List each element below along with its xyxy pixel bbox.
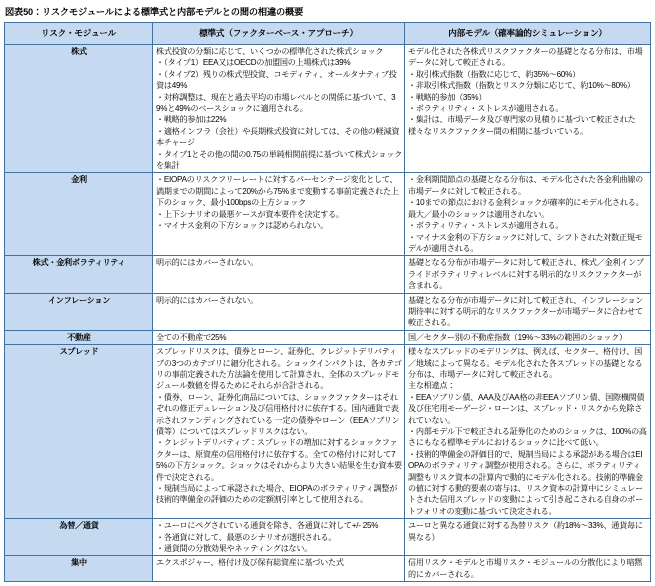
internal-model-cell xyxy=(405,519,651,556)
cell-line: ・クレジットデリバティブ：スプレッドの増加に対するショックファクターは、原資産の信用格付けに依存する。全ての格付けに対して75%の下方ショック。ショックはそれからより大きい結果を生む資本要件で決定される。 xyxy=(156,438,402,482)
standard-formula-cell xyxy=(153,256,405,293)
table-row xyxy=(5,45,651,173)
cell-line: スプレッドリスクは、債券とローン、証券化、クレジットデリバティブの3つのカテゴリに細分化される。ショックインパクトは、各カテゴリの事前定義された方法論を使用して計算され、全体のスプレッドモジュール数値を得るためにそれらが合計される。 xyxy=(156,347,402,391)
cell-text-block xyxy=(408,332,648,343)
cell-text-block xyxy=(156,346,402,506)
table-row xyxy=(5,256,651,293)
standard-formula-cell xyxy=(153,519,405,556)
internal-model-cell xyxy=(405,173,651,256)
cell-line: ・各通貨に対して、最悪のシナリオが選択される。 xyxy=(156,532,337,542)
cell-line: ・非取引株式指数（指数とリスク分類に応じて、約10%～80%） xyxy=(408,81,635,91)
risk-module-label: スプレッド xyxy=(5,345,153,519)
column-header-standard-formula: 標準式（ファクターベース・アプローチ） xyxy=(153,23,405,45)
risk-module-label: 為替／通貨 xyxy=(5,519,153,556)
cell-line: ・EIOPAのリスクフリーレートに対するパーセンテージ変化として、満期までの期間によって20%から75%まで変動する事前定義された上下のショック、最小100bpsの上方ショック xyxy=(156,175,399,208)
cell-line: 信用リスク・モデルと市場リスク・モジュールの分散化により暗黙的にカバーされる。 xyxy=(408,558,643,579)
risk-module-label: インフレーション xyxy=(5,293,153,330)
risk-module-label: 不動産 xyxy=(5,330,153,344)
cell-line: 株式投資の分類に応じて、いくつかの標準化された株式ショック xyxy=(156,47,384,56)
risk-module-label: 金利 xyxy=(5,173,153,256)
figure-title: 図表50：リスクモジュールによる標準式と内部モデルとの間の相違の概要 xyxy=(5,7,304,17)
standard-formula-cell xyxy=(153,330,405,344)
cell-line: エクスポジャー、格付け及び保有総資産に基づいた式 xyxy=(156,558,344,568)
cell-text-block xyxy=(408,520,648,543)
cell-line: ・戦略的参加は22% xyxy=(156,115,227,125)
cell-line: ・債券、ローン、証券化商品については、ショックファクターはそれぞれの修正デュレーション及び信用格付けに依存する。国内通貨で表示されファンディングされている 一定の債券やローン（EEAソブリン債等）についてはスプレッドリスクはない。 xyxy=(156,392,400,436)
internal-model-cell xyxy=(405,256,651,293)
cell-text-block xyxy=(408,346,648,517)
table-row xyxy=(5,330,651,344)
cell-line: ・技術的準備金の評価目的で、規制当局による承認がある場合はEIOPAのボラティリティ調整が使用される。さらに、ボラティリティ調整もリスク資本の計算内で動的にモデル化される。技術的準備金の値に対する動的要素の寄与は、リスク資本の計算中にシミュレートされた信用スプレッドの変動によって引き起こされる自身のポートフォリオの変動に基づいて決定される。 xyxy=(408,449,643,516)
table-header xyxy=(5,23,651,45)
column-header-risk-module: リスク・モジュール xyxy=(5,23,153,45)
column-header-internal-model: 内部モデル（確率論的シミュレーション） xyxy=(405,23,651,45)
risk-module-label: 株式 xyxy=(5,45,153,173)
cell-line: ・ボラティリティ・ストレスが適用される。 xyxy=(408,221,564,231)
standard-formula-cell xyxy=(153,45,405,173)
cell-text-block xyxy=(156,557,402,568)
cell-line: ・戦略的参加（35%） xyxy=(408,92,487,102)
cell-line: 明示的にはカバーされない。 xyxy=(156,258,258,268)
internal-model-cell xyxy=(405,45,651,173)
cell-text-block xyxy=(156,295,402,306)
cell-text-block xyxy=(408,295,648,329)
table-body xyxy=(5,45,651,582)
cell-line: 様々なスプレッドのモデリングは、例えば、セクター、格付け、国／地域によって異なる。モデル化された各スプレッドの基礎となる分布は、市場データに対して較正される。 xyxy=(408,347,643,379)
cell-line: 国／セクター別の不動産指数（19%～33%の範囲のショック） xyxy=(408,332,627,342)
cell-line: ・金利期間節点の基礎となる分布は、モデル化された各金利曲線の市場データに対して較正される。 xyxy=(408,175,643,196)
cell-text-block xyxy=(156,46,402,171)
cell-line: ユーロと異なる通貨に対する為替リスク（約18%～33%、通貨毎に異なる） xyxy=(408,521,643,542)
standard-formula-cell xyxy=(153,556,405,582)
cell-line: ・（タイプ2）残りの株式型投資、コモディティ、オールタナティブ投資は49% xyxy=(156,69,397,91)
internal-model-cell xyxy=(405,293,651,330)
standard-formula-cell xyxy=(153,345,405,519)
cell-line: ・通貨間の分散効果やネッティングはない。 xyxy=(156,544,313,554)
table-row xyxy=(5,556,651,582)
cell-line: 主な相違点： xyxy=(408,381,456,391)
cell-line: ・規制当局によって承認された場合、EIOPAのボラティリティ調整が技術的準備金の評価のための定額割引率として使用される。 xyxy=(156,484,398,505)
standard-formula-cell xyxy=(153,173,405,256)
internal-model-cell xyxy=(405,330,651,344)
cell-line: モデル化された各株式リスクファクターの基礎となる分布は、市場データに対して較正される。 xyxy=(408,47,643,68)
cell-line: ・対称調整は、現在と過去平均の市場レベルとの関係に基づいて、39%と49%のベースショックに適用される。 xyxy=(156,92,396,114)
cell-line: ・ユーロにペグされている通貨を除き、各通貨に対して+/- 25% xyxy=(156,521,379,531)
cell-text-block xyxy=(156,520,402,554)
cell-line: ・上下シナリオの最悪ケースが資本要件を決定する。 xyxy=(156,209,344,219)
cell-line: ・マイナス金利の下方ショックに対して、シフトされた対数正規モデルが適用される。 xyxy=(408,232,643,253)
risk-module-label: 集中 xyxy=(5,556,153,582)
table-row xyxy=(5,345,651,519)
table-header-row xyxy=(5,23,651,45)
cell-text-block xyxy=(408,257,648,291)
cell-line: ・EEAソブリン債、AAA及びAA格の非EEAソブリン債、国際機関債及び住宅用モーゲージ・ローンは、スプレッド・リスクから免除されていない。 xyxy=(408,392,645,425)
cell-text-block xyxy=(156,257,402,268)
cell-text-block xyxy=(156,174,402,231)
cell-line: ・適格インフラ（会社）や長期株式投資に対しては、その他の軽減資本チャージ xyxy=(156,126,400,148)
standard-formula-cell xyxy=(153,293,405,330)
cell-text-block xyxy=(156,332,402,343)
cell-line: 明示的にはカバーされない。 xyxy=(156,295,258,305)
internal-model-cell xyxy=(405,345,651,519)
risk-module-label: 株式・金利ボラティリティ xyxy=(5,256,153,293)
cell-line: ・10までの節点における金利ショックが確率的にモデル化される。最大／最小のショックは適用されない。 xyxy=(408,198,644,219)
cell-text-block xyxy=(408,557,648,580)
internal-model-cell xyxy=(405,556,651,582)
cell-line: ・（タイプ1）EEA又はOECDの加盟国の上場株式は39% xyxy=(156,58,351,68)
cell-line: 全ての不動産で25% xyxy=(156,332,227,342)
cell-line: 基礎となる分布が市場データに対して較正され、インフレーション期待率に対する明示的なリスクファクターが市場データに合わせて較正される。 xyxy=(408,295,644,328)
cell-line: ・タイプ1とその他の間の0.75の単純相関前提に基づいて株式ショックを集計 xyxy=(156,149,402,171)
cell-line: ・取引株式指数（指数に応じて、約35%～60%） xyxy=(408,69,580,79)
cell-line: ・マイナス金利の下方ショックは認められない。 xyxy=(156,221,328,231)
cell-text-block xyxy=(408,174,648,254)
risk-module-comparison-table xyxy=(4,22,651,582)
table-row xyxy=(5,519,651,556)
cell-line: ・内部モデル下で較正される証券化のためのショックは、100%の高さにもなる標準モデルにおけるショックに比べて低い。 xyxy=(408,427,647,448)
table-row xyxy=(5,293,651,330)
table-row xyxy=(5,173,651,256)
cell-text-block xyxy=(408,46,648,137)
cell-line: ・集計は、市場データ及び専門家の見積りに基づいて較正された様々なリスクファクター間の相関に基づいている。 xyxy=(408,115,636,136)
cell-line: ・ボラティリティ・ストレスが適用される。 xyxy=(408,104,564,114)
cell-line: 基礎となる分布が市場データに対して較正され、株式／金利インプライドボラティリティレベルに対する明示的なリスクファクターが含まれる。 xyxy=(408,258,644,291)
